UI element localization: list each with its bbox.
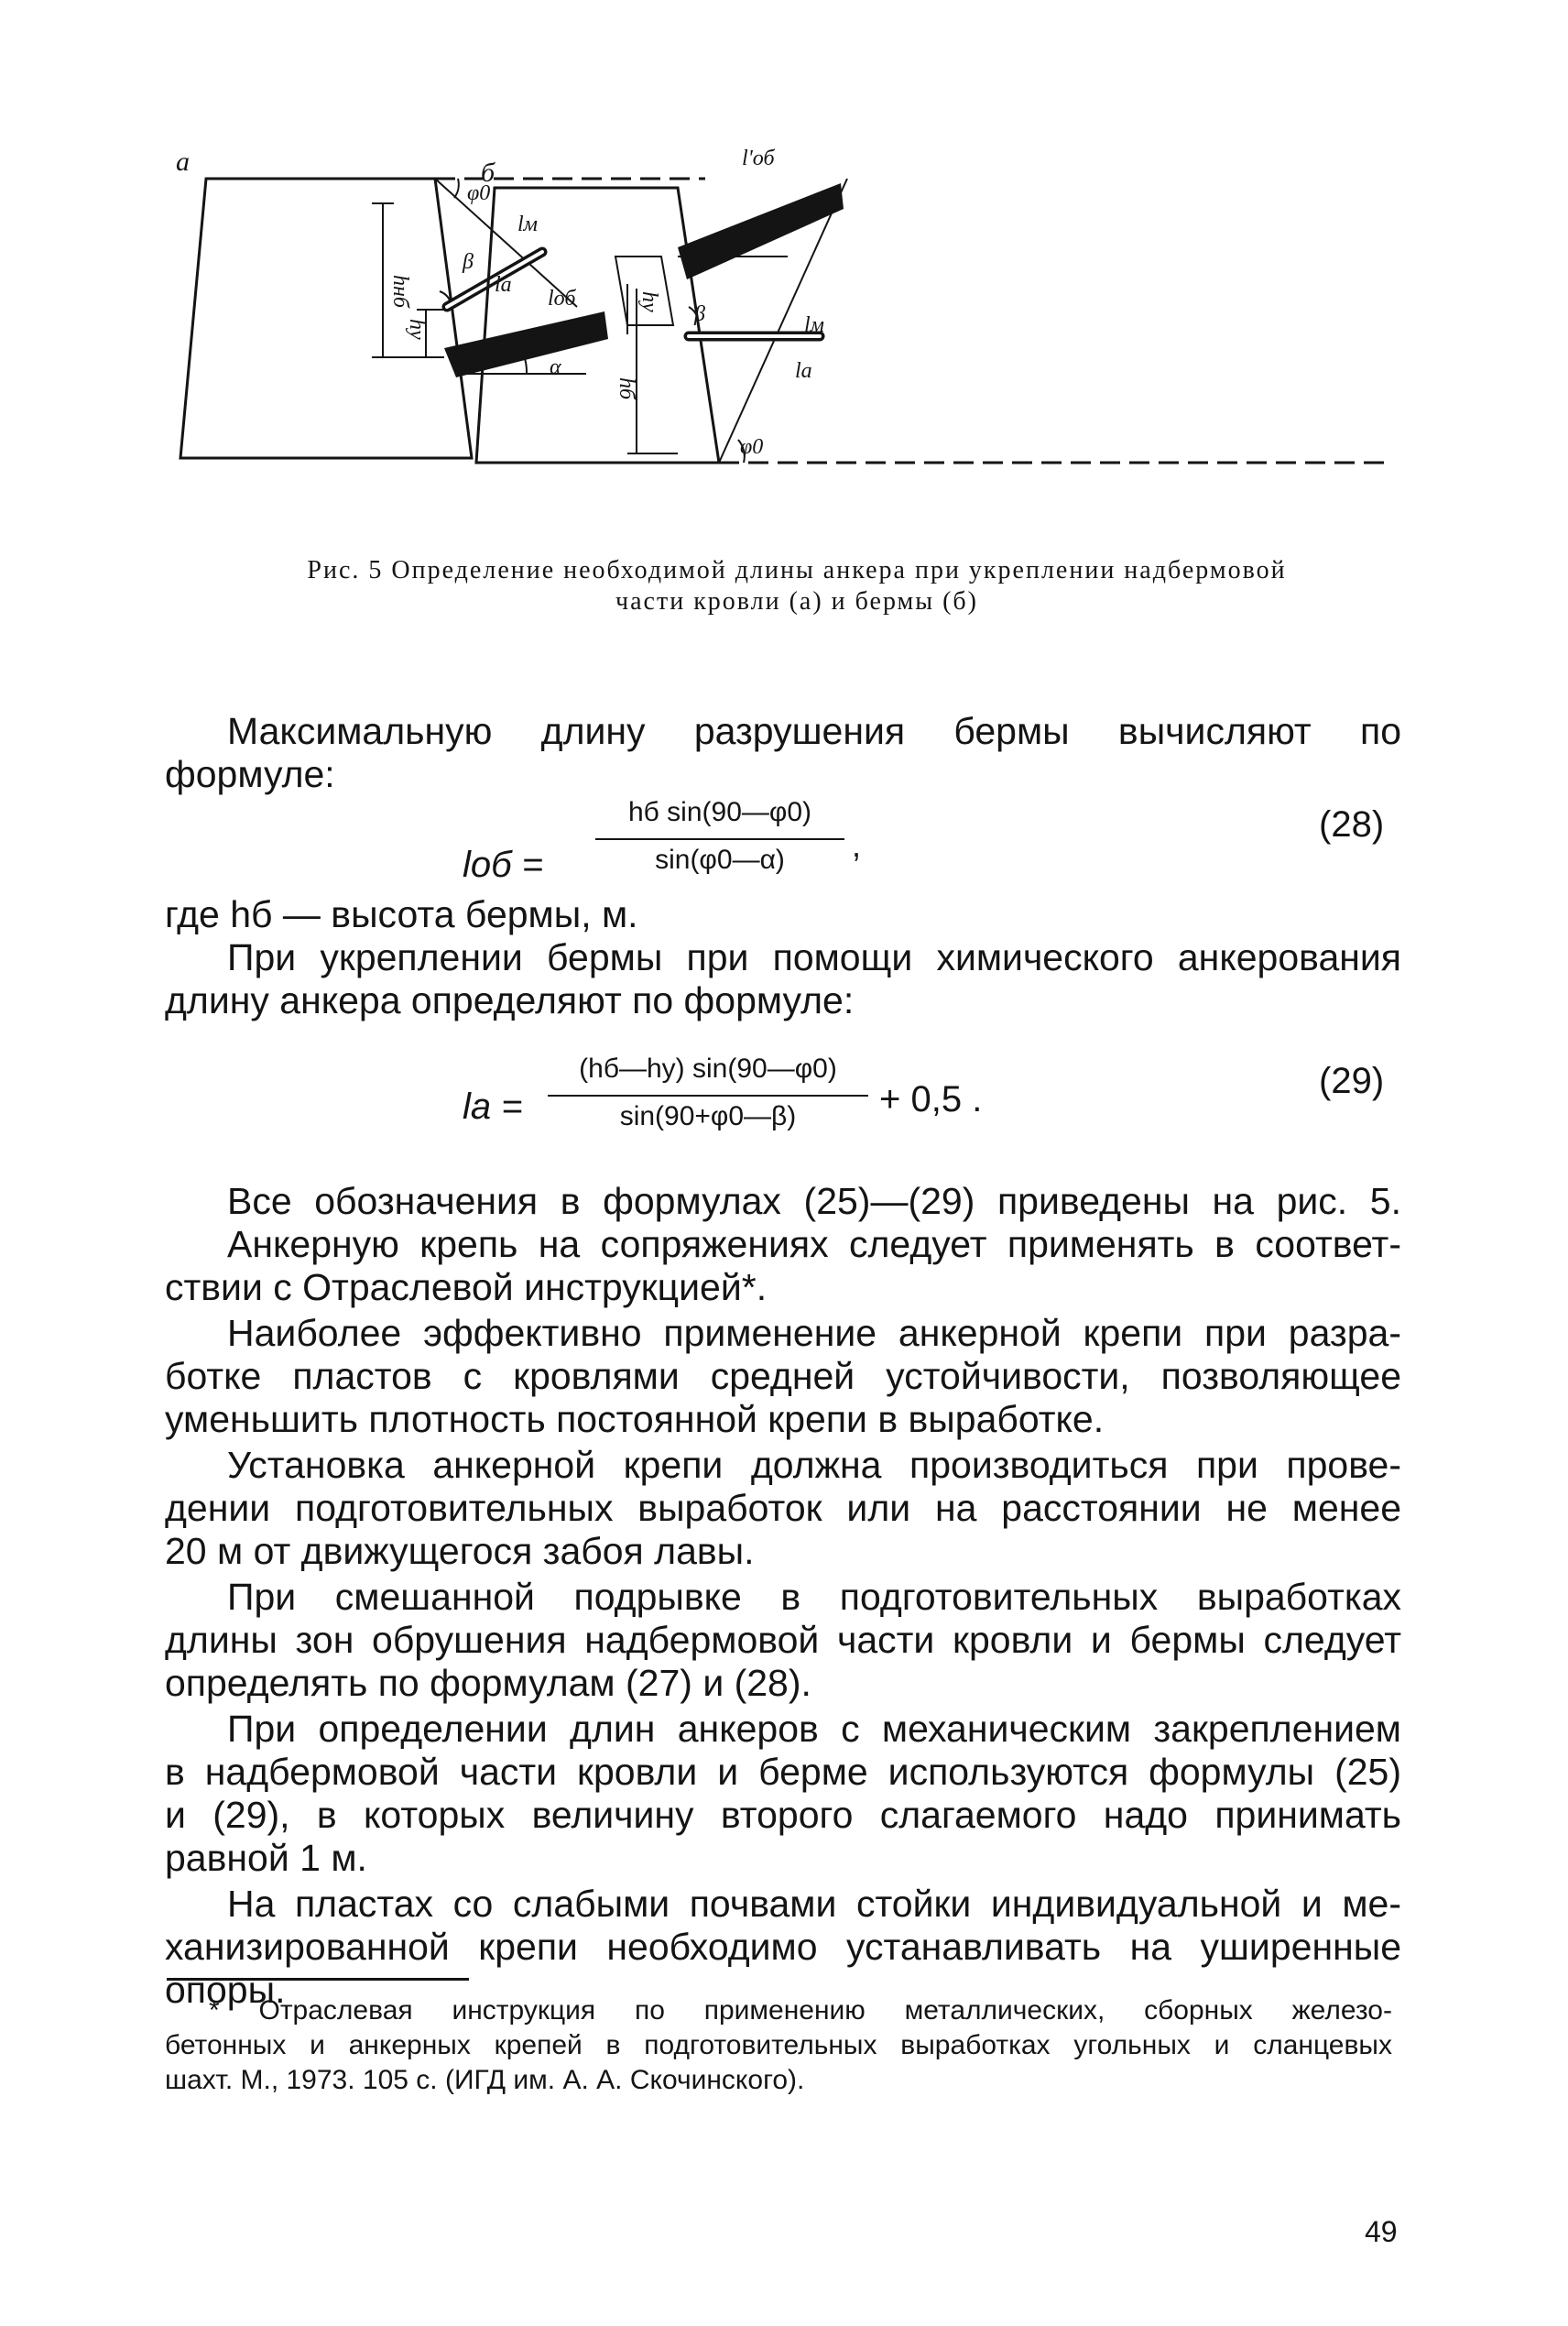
figure-5-diagram — [165, 137, 1401, 504]
footnote-line-1: * Отраслевая инструкция по применению металлических, сборных железо- — [209, 1995, 1392, 2026]
panel-a-phi-arc — [454, 179, 459, 198]
panel-a-label-alpha: α — [550, 355, 561, 379]
panel-a-label-lob: lоб — [548, 287, 576, 311]
mechanical-line-1: При определении длин анкеров с механическим закреплением — [227, 1708, 1401, 1750]
joints-line-2: ствии с Отраслевой инструкцией*. — [165, 1266, 768, 1308]
panel-a-label-hy: hу — [405, 319, 429, 340]
panel-a-label: а — [176, 147, 190, 177]
anchor-line-2: длину анкера определяют по формуле: — [165, 979, 855, 1021]
formula-29-fraction-bar — [548, 1095, 868, 1097]
panel-a-label-phi: φ0 — [467, 181, 491, 205]
formula-28-fraction-bar — [595, 838, 844, 840]
intro-line-2: формуле: — [165, 753, 335, 795]
where-line: где hб — высота бермы, м. — [165, 893, 638, 935]
panel-b-label-alpha: α — [733, 229, 745, 253]
anchor-line-1: При укреплении бермы при помощи химического анкерования — [227, 936, 1401, 978]
formula-28-numerator: hб sin(90—φ0) — [627, 797, 812, 827]
formula-29-numerator: (hб—hу) sin(90—φ0) — [579, 1054, 837, 1084]
joints-line-1: Анкерную крепь на сопряжениях следует применять в соответ- — [227, 1223, 1401, 1265]
mixed-line-1: При смешанной подрывке в подготовительных выработках — [227, 1576, 1401, 1618]
weak-soil-line-3: опоры. — [165, 1969, 286, 2011]
formula-29-trail: + 0,5 . — [879, 1079, 983, 1119]
figure-caption — [165, 555, 1429, 617]
install-line-1: Установка анкерной крепи должна производиться при прове- — [227, 1444, 1401, 1486]
caption-line-1: Рис. 5 Определение необходимой длины анкера при укреплении надбермовой — [307, 556, 1287, 584]
formula-29-number: (29) — [1319, 1061, 1385, 1101]
mechanical-line-2: в надбермовой части кровли и берме используются формулы (25) — [165, 1751, 1401, 1793]
panel-b-label-beta: β — [694, 302, 705, 326]
formula-28-denominator: sin(φ0—α) — [655, 845, 785, 875]
panel-b-label-lob-prime: l'об — [742, 147, 775, 170]
notation-line: Все обозначения в формулах (25)—(29) приведены на рис. 5. — [227, 1180, 1401, 1222]
mechanical-line-3: и (29), в которых величину второго слагаемого надо принимать — [165, 1794, 1401, 1836]
footnote-line-2: бетонных и анкерных крепей в подготовительных выработках угольных и сланцевых — [165, 2030, 1392, 2060]
mechanical-line-4: равной 1 м. — [165, 1837, 367, 1879]
formula-28-number: (28) — [1319, 804, 1385, 845]
formula-29-lhs: lа = — [463, 1087, 523, 1127]
page-number: 49 — [1365, 2215, 1398, 2248]
mixed-line-2: длины зон обрушения надбермовой части кровли и бермы следует — [165, 1619, 1401, 1661]
formula-28-trail: , — [852, 826, 862, 864]
mixed-line-3: определять по формулам (27) и (28). — [165, 1662, 811, 1704]
panel-b-label-hb: hб — [615, 377, 638, 400]
weak-soil-line-1: На пластах со слабыми почвами стойки индивидуальной и ме- — [227, 1883, 1401, 1925]
install-line-2: дении подготовительных выработок или на расстоянии не менее — [165, 1487, 1401, 1529]
panel-a-label-la: lа — [495, 273, 512, 297]
footnote-line-3: шахт. М., 1973. 105 с. (ИГД им. А. А. Скочинского). — [165, 2065, 805, 2095]
panel-b-label-lm: lм — [804, 313, 824, 337]
panel-b-label-hy: hу — [637, 291, 661, 312]
efficiency-line-1: Наиболее эффективно применение анкерной крепи при разра- — [227, 1312, 1401, 1354]
intro-line-1: Максимальную длину разрушения бермы вычисляют по — [227, 710, 1401, 752]
panel-a-label-beta: β — [463, 250, 474, 274]
panel-b-label-la: lа — [795, 359, 812, 383]
panel-a-label-hnb: hнб — [388, 275, 412, 308]
weak-soil-line-2: ханизированной крепи необходимо устанавливать на уширенные — [165, 1926, 1401, 1968]
formula-28-lhs: lоб = — [463, 845, 544, 885]
panel-a-label-lm: lм — [517, 213, 538, 236]
efficiency-line-2: ботке пластов с кровлями средней устойчивости, позволяющее — [165, 1355, 1401, 1397]
efficiency-line-3: уменьшить плотность постоянной крепи в выработке. — [165, 1398, 1105, 1440]
footnote-separator — [167, 1978, 469, 1981]
formula-29-denominator: sin(90+φ0—β) — [619, 1101, 797, 1131]
panel-b-label: б — [481, 158, 495, 188]
figure-5 — [165, 137, 1401, 504]
panel-b-label-phi: φ0 — [740, 435, 764, 459]
install-line-3: 20 м от движущегося забоя лавы. — [165, 1530, 755, 1572]
caption-line-2: части кровли (а) и бермы (б) — [615, 587, 978, 616]
panel-b-coal-seam — [678, 183, 844, 279]
